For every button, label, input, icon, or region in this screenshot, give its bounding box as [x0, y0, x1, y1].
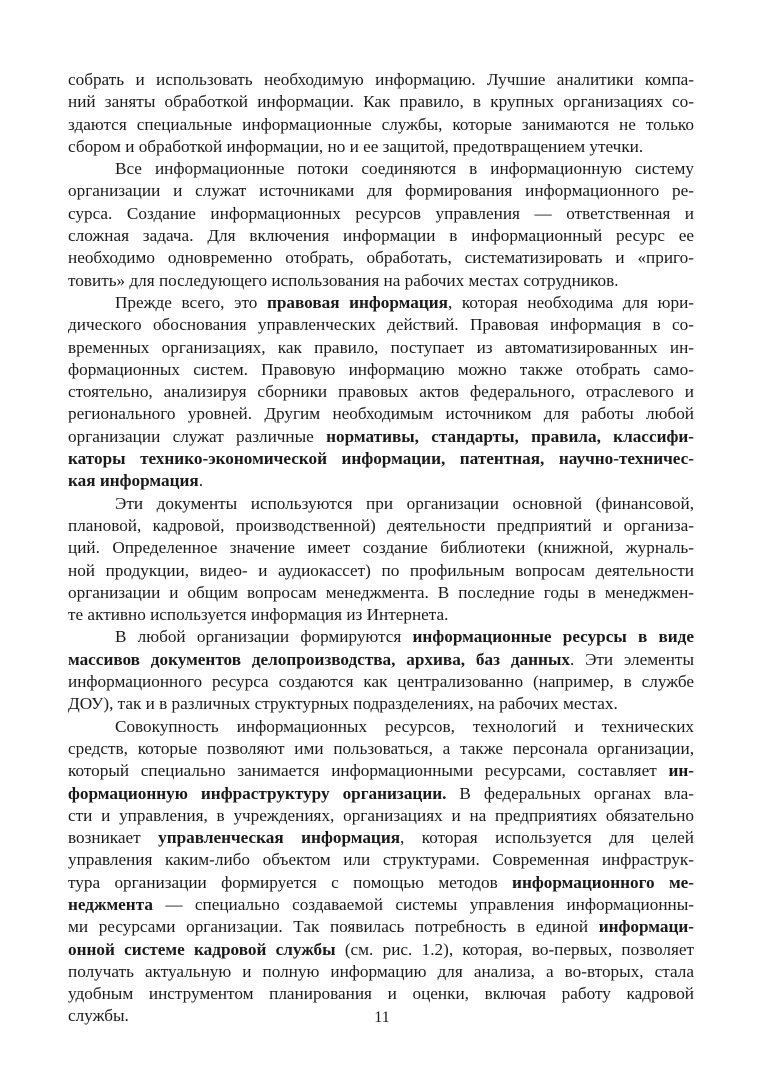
text-line: [68, 894, 694, 916]
text-segment: (см. рис. 1.2), которая, во-первых, позволяет: [335, 939, 694, 959]
paragraph-first-line: [68, 626, 694, 648]
text-segment: Эти документы используются при организации основной (финансовой,: [115, 493, 694, 513]
text-segment: дического обоснования управленческих действий. Правовая информация в со-: [68, 315, 694, 335]
paragraph-first-line: [68, 158, 694, 180]
text-line: [68, 448, 694, 470]
text-segment: формационных систем. Правовую информацию можно также отобрать само-: [68, 359, 694, 379]
text-line: [68, 203, 694, 225]
text-segment: собрать и использовать необходимую информацию. Лучшие аналитики компа-: [68, 70, 694, 89]
text-line: [68, 604, 694, 626]
text-line: [68, 582, 694, 604]
text-line: [68, 314, 694, 336]
text-line: [68, 649, 694, 671]
paragraph-first-line: [68, 493, 694, 515]
text-segment: организации и служат источниками для формирования информационного ре-: [68, 181, 694, 201]
text-segment: товить» для последующего использования на рабочих местах сотрудников.: [68, 270, 619, 290]
text-line: [68, 247, 694, 269]
text-segment: Прежде всего, это: [115, 292, 267, 312]
text-line: [68, 537, 694, 559]
text-segment: стоятельно, анализируя сборники правовых актов федерального, отраслевого и: [68, 382, 694, 402]
text-segment: тура организации формируется с помощью методов: [68, 872, 513, 892]
text-line: [68, 426, 694, 448]
text-segment: организации служат различные: [68, 426, 327, 446]
bold-term: информационного ме-: [512, 872, 694, 892]
text-segment: ций. Определенное значение имеет создание библиотеки (книжной, журналь-: [68, 538, 694, 558]
text-line: [68, 783, 694, 805]
text-line: [68, 359, 694, 381]
text-segment: ний заняты обработкой информации. Как правило, в крупных организациях со-: [68, 92, 694, 112]
text-segment: те активно используется информация из Интернета.: [68, 605, 449, 625]
text-line: [68, 515, 694, 537]
text-segment: , которая используется для целей: [400, 828, 694, 848]
text-line: [68, 916, 694, 938]
text-line: [68, 693, 694, 715]
bold-term: правовая информация: [266, 292, 448, 312]
text-segment: плановой, кадровой, производственной) деятельности предприятий и организа-: [68, 515, 694, 535]
text-segment: службы.: [68, 1006, 129, 1026]
text-line: [68, 381, 694, 403]
text-segment: который специально занимается информационными ресурсами, составляет: [68, 761, 669, 781]
text-line: [68, 983, 694, 1005]
text-line: [68, 738, 694, 760]
text-segment: . Эти элементы: [569, 649, 694, 669]
bold-term: управленческая информация: [158, 828, 401, 848]
text-segment: В федеральных органах вла-: [446, 783, 694, 803]
text-line: [68, 805, 694, 827]
paragraph-first-line: [68, 716, 694, 738]
text-line: [68, 961, 694, 983]
text-line: [68, 225, 694, 247]
text-segment: ми ресурсами организации. Так появилась потребность в единой: [68, 917, 599, 937]
text-line: [68, 671, 694, 693]
bold-term: формационную инфраструктуру организации.: [68, 783, 447, 803]
page-number: 11: [374, 1009, 390, 1026]
text-line: [68, 560, 694, 582]
text-segment: , которая необходима для юри-: [447, 292, 694, 312]
text-segment: необходимо одновременно отобрать, обработать, систематизировать и «приго-: [68, 248, 694, 268]
text-segment: возникает: [68, 828, 159, 848]
text-segment: регионального уровней. Другим необходимым источником для работы любой: [68, 404, 694, 424]
bold-term: массивов документов делопроизводства, архива, баз данных: [68, 649, 570, 669]
text-segment: здаются специальные информационные службы, которые занимаются не только: [68, 114, 694, 134]
bold-term: нормативы, стандарты, правила, классифи-: [326, 426, 694, 446]
text-segment: сложная задача. Для включения информации в информационный ресурс ее: [68, 226, 694, 246]
text-segment: сурса. Создание информационных ресурсов управления — ответственная и: [68, 203, 694, 223]
text-segment: В любой организации формируются: [115, 627, 413, 647]
text-segment: ДОУ), так и в различных структурных подразделениях, на рабочих местах.: [68, 694, 618, 714]
bold-term: кая информация: [68, 471, 199, 491]
text-line: [68, 760, 694, 782]
text-line: [68, 180, 694, 202]
page-body: [68, 69, 694, 1028]
text-line: [68, 872, 694, 894]
text-line: [68, 114, 694, 136]
text-segment: сбором и обработкой информации, но и ее защитой, предотвращением утечки.: [68, 136, 644, 156]
text-line: [68, 827, 694, 849]
text-line: [68, 91, 694, 113]
text-line: [68, 939, 694, 961]
text-segment: управления каким-либо объектом или структурами. Современная инфраструк-: [68, 850, 694, 870]
text-line: [68, 337, 694, 359]
text-segment: организации и общим вопросам менеджмента. В последние годы в менеджмен-: [68, 582, 694, 602]
text-segment: Совокупность информационных ресурсов, технологий и технических: [115, 716, 694, 736]
text-line: [68, 270, 694, 292]
text-segment: временных организациях, как правило, поступает из автоматизированных ин-: [68, 337, 694, 357]
text-segment: удобным инструментом планирования и оценки, включая работу кадровой: [68, 984, 694, 1004]
bold-term: неджмента: [68, 894, 153, 914]
bold-term: информаци-: [598, 917, 694, 937]
text-segment: получать актуальную и полную информацию для анализа, а во-вторых, стала: [68, 961, 694, 981]
text-segment: Все информационные потоки соединяются в информационную систему: [115, 159, 694, 179]
text-segment: ной продукции, видео- и аудиокассет) по профильным вопросам деятельности: [68, 560, 694, 580]
text-line: [68, 136, 694, 158]
text-segment: средств, которые позволяют ими пользоваться, а также персонала организации,: [68, 738, 694, 758]
text-segment: сти и управления, в учреждениях, организациях и на предприятиях обязательно: [68, 805, 694, 825]
text-line: [68, 69, 694, 91]
bold-term: ин-: [668, 761, 694, 781]
bold-term: информационные ресурсы в виде: [412, 627, 694, 647]
text-line: [68, 849, 694, 871]
text-segment: информационного ресурса создаются как централизованно (например, в службе: [68, 672, 694, 692]
paragraph-first-line: [68, 292, 694, 314]
bold-term: онной системе кадровой службы: [68, 939, 336, 959]
text-line: [68, 403, 694, 425]
text-segment: .: [198, 471, 204, 491]
text-line: [68, 470, 694, 492]
text-segment: — специально создаваемой системы управления информационны-: [152, 894, 694, 914]
bold-term: каторы технико-экономической информации, патентная, научно-техничес-: [68, 449, 694, 469]
